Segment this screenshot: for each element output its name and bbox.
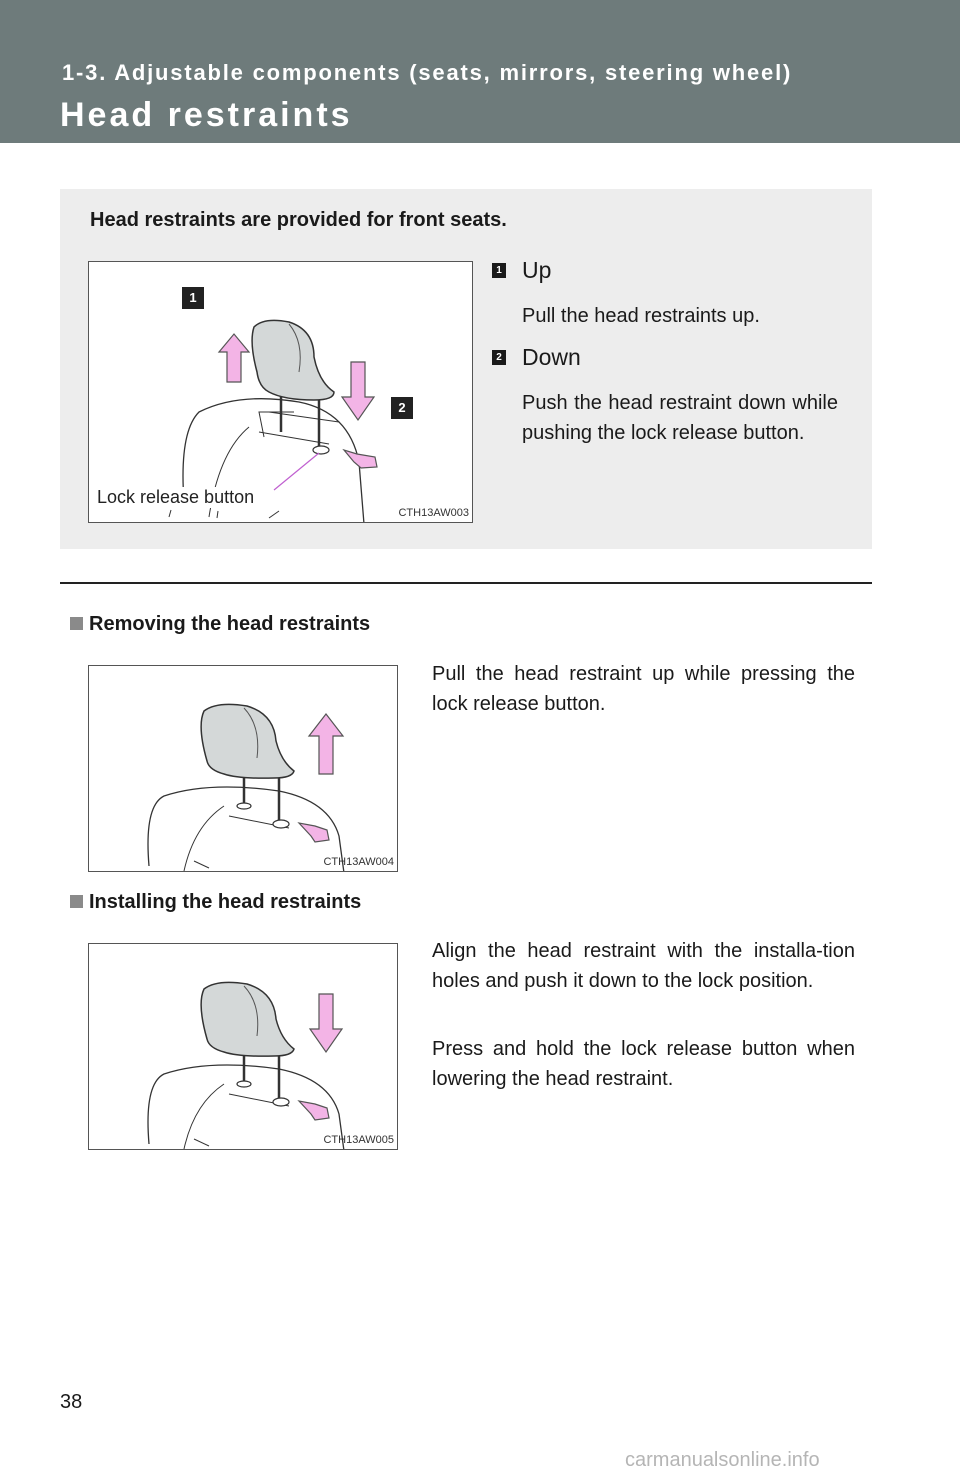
arrow-down-icon xyxy=(342,362,374,420)
installing-text-1: Align the head restraint with the installa-tion holes and push it down to the lock position. xyxy=(432,940,855,992)
figure-code: CTH13AW004 xyxy=(323,856,394,868)
figure-code: CTH13AW003 xyxy=(398,507,469,519)
figure-tag-down: 2 xyxy=(391,397,413,419)
removing-text: Pull the head restraint up while pressing the lock release button. xyxy=(432,663,855,715)
step-title: Down xyxy=(522,344,581,370)
watermark: carmanualsonline.info xyxy=(625,1449,820,1471)
arrow-down-icon xyxy=(310,994,342,1052)
press-arrow-icon xyxy=(344,450,377,468)
removing-illustration xyxy=(89,666,398,872)
page-number: 38 xyxy=(60,1391,83,1413)
figure-removing xyxy=(88,665,398,872)
arrow-up-icon xyxy=(309,714,343,774)
press-arrow-icon xyxy=(299,823,329,842)
section-label: 1-3. Adjustable components (seats, mirrors, steering wheel) xyxy=(62,60,793,85)
square-bullet-icon xyxy=(70,895,83,908)
press-arrow-icon xyxy=(299,1101,329,1120)
square-bullet-icon xyxy=(70,617,83,630)
installing-text-2: Press and hold the lock release button when lowering the head restraint. xyxy=(432,1038,855,1090)
panel-intro: Head restraints are provided for front seats. xyxy=(90,209,507,231)
lock-release-callout: Lock release button xyxy=(97,487,255,507)
info-panel xyxy=(60,189,872,549)
step-down xyxy=(492,344,842,484)
step-description: Push the head restraint down while pushing the lock release button. xyxy=(522,392,838,444)
figure-code: CTH13AW005 xyxy=(323,1134,394,1146)
removing-heading: Removing the head restraints xyxy=(70,613,370,636)
step-description: Pull the head restraints up. xyxy=(522,305,760,327)
arrow-up-icon xyxy=(219,334,249,382)
installing-illustration xyxy=(89,944,398,1150)
step-title: Up xyxy=(522,257,552,283)
section-divider xyxy=(60,582,872,584)
installing-heading: Installing the head restraints xyxy=(70,891,361,914)
figure-installing xyxy=(88,943,398,1150)
step-marker: 2 xyxy=(492,350,506,365)
page-title: Head restraints xyxy=(60,96,353,134)
step-marker: 1 xyxy=(492,263,506,278)
page-header xyxy=(0,0,960,143)
step-up xyxy=(492,257,842,337)
figure-tag-up: 1 xyxy=(182,287,204,309)
figure-head-restraint-adjust xyxy=(88,261,473,523)
head-restraint-illustration xyxy=(89,262,473,523)
